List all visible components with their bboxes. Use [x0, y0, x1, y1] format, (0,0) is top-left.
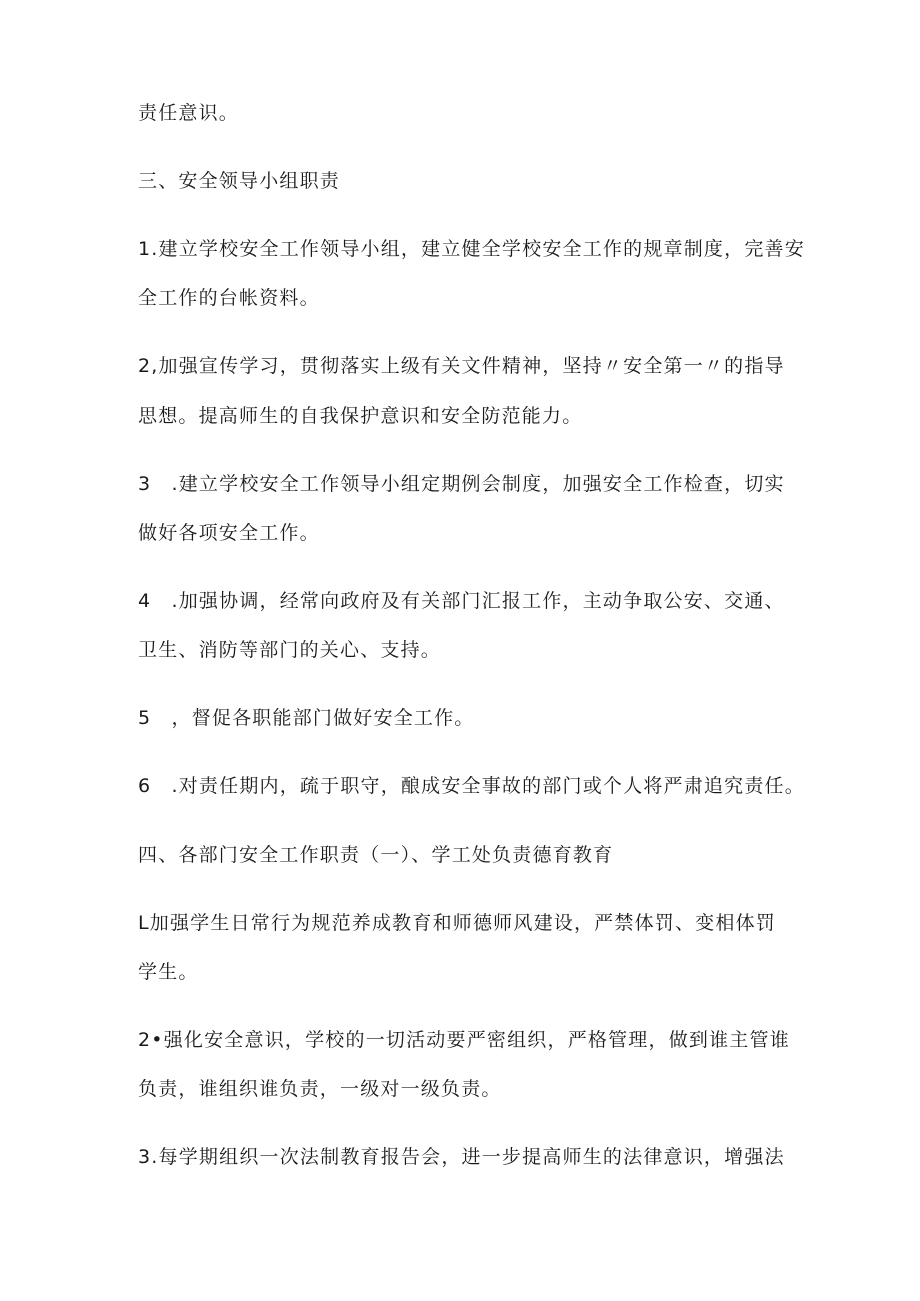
text-line: 责任意识。	[138, 102, 240, 124]
text-line: 思想。提高师生的自我保护意识和安全防范能力。	[138, 405, 583, 427]
text-line: 2•强化安全意识，学校的一切活动要严密组织，严格管理，做到谁主管谁	[138, 1029, 790, 1051]
text-line: 学生。	[138, 961, 199, 983]
text-line: 1.建立学校安全工作领导小组，建立健全学校安全工作的规章制度，完善安	[138, 238, 805, 260]
text-line: 6 .对责任期内，疏于职守，酿成安全事故的部门或个人将严肃追究责任。	[138, 775, 805, 797]
text-line: 5 ，督促各职能部门做好安全工作。	[138, 707, 475, 729]
section-heading: 四、各部门安全工作职责（一）、学工处负责德育教育	[138, 844, 614, 866]
text-line: 做好各项安全工作。	[138, 522, 320, 544]
text-line: L加强学生日常行为规范养成教育和师德师风建设，严禁体罚、变相体罚	[138, 912, 776, 934]
section-heading: 三、安全领导小组职责	[138, 170, 341, 192]
text-line: 2,加强宣传学习，贯彻落实上级有关文件精神，坚持〃安全第一〃的指导	[138, 355, 785, 377]
text-line: 卫生、消防等部门的关心、支持。	[138, 639, 442, 661]
text-line: 3.每学期组织一次法制教育报告会，进一步提高师生的法律意识，增强法	[138, 1146, 785, 1168]
text-line: 负责，谁组织谁负责，一级对一级负责。	[138, 1078, 502, 1100]
text-line: 3 .建立学校安全工作领导小组定期例会制度，加强安全工作检查，切实	[138, 473, 785, 495]
text-line: 全工作的台帐资料。	[138, 287, 320, 309]
text-line: 4 .加强协调，经常向政府及有关部门汇报工作，主动争取公安、交通、	[138, 590, 785, 612]
